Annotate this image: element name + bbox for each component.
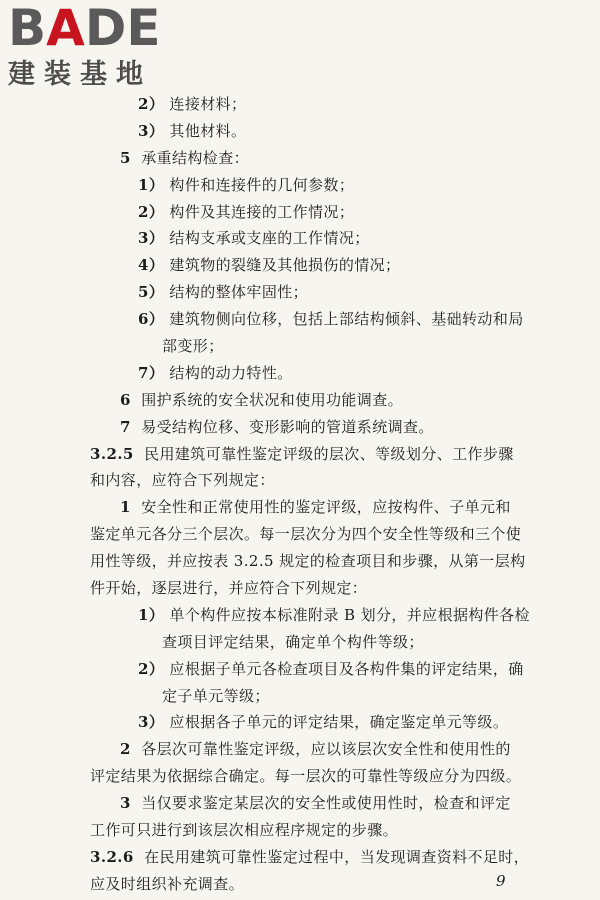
text-line: 1 安全性和正常使用性的鉴定评级，应按构件、子单元和 bbox=[120, 498, 511, 516]
text-line: 5） 结构的整体牢固性； bbox=[138, 283, 309, 301]
text-line: 6） 建筑物侧向位移，包括上部结构倾斜、基础转动和局 bbox=[138, 310, 524, 328]
logo-wordmark: BADE bbox=[8, 0, 161, 57]
text-line: 和内容，应符合下列规定： bbox=[90, 471, 275, 489]
text-line: 5 承重结构检查： bbox=[120, 149, 249, 167]
text-line: 部变形； bbox=[162, 337, 224, 355]
text-line: 3） 应根据各子单元的评定结果，确定鉴定单元等级。 bbox=[138, 713, 509, 731]
text-line: 3） 其他材料。 bbox=[138, 122, 247, 140]
text-line: 定子单元等级； bbox=[162, 687, 270, 705]
text-line: 2） 连接材料； bbox=[138, 95, 247, 113]
text-line: 4） 建筑物的裂缝及其他损伤的情况； bbox=[138, 256, 401, 274]
text-line: 鉴定单元各分三个层次。每一层次分为四个安全性等级和三个使 bbox=[90, 525, 522, 543]
text-line: 1） 构件和连接件的几何参数； bbox=[138, 176, 355, 194]
text-line: 2 各层次可靠性鉴定评级，应以该层次安全性和使用性的 bbox=[120, 740, 511, 758]
text-line: 评定结果为依据综合确定。每一层次的可靠性等级应分为四级。 bbox=[90, 767, 522, 785]
text-line: 3 当仅要求鉴定某层次的安全性或使用性时，检查和评定 bbox=[120, 794, 511, 812]
text-line: 3） 结构支承或支座的工作情况； bbox=[138, 229, 370, 247]
text-line: 应及时组织补充调查。 bbox=[90, 875, 245, 893]
bade-logo bbox=[8, 2, 178, 92]
clause-heading: 3.2.5 民用建筑可靠性鉴定评级的层次、等级划分、工作步骤 bbox=[90, 445, 514, 463]
text-line: 2） 构件及其连接的工作情况； bbox=[138, 203, 355, 221]
logo-subtitle: 建装基地 bbox=[8, 59, 152, 90]
text-line: 查项目评定结果，确定单个构件等级； bbox=[162, 633, 424, 651]
text-line: 6 围护系统的安全状况和使用功能调查。 bbox=[120, 391, 403, 409]
text-line: 7） 结构的动力特性。 bbox=[138, 364, 293, 382]
clause-heading: 3.2.6 在民用建筑可靠性鉴定过程中，当发现调查资料不足时， bbox=[90, 848, 530, 866]
text-line: 2） 应根据子单元各检查项目及各构件集的评定结果，确 bbox=[138, 660, 524, 678]
text-line: 工作可只进行到该层次相应程序规定的步骤。 bbox=[90, 821, 399, 839]
text-line: 7 易受结构位移、变形影响的管道系统调查。 bbox=[120, 418, 434, 436]
text-line: 用性等级，并应按表 3.2.5 规定的检查项目和步骤，从第一层构 bbox=[90, 552, 526, 570]
page-number: 9 bbox=[496, 872, 506, 890]
text-line: 件开始，逐层进行，并应符合下列规定： bbox=[90, 579, 368, 597]
text-line: 1） 单个构件应按本标准附录 B 划分，并应根据构件各检 bbox=[138, 606, 530, 624]
